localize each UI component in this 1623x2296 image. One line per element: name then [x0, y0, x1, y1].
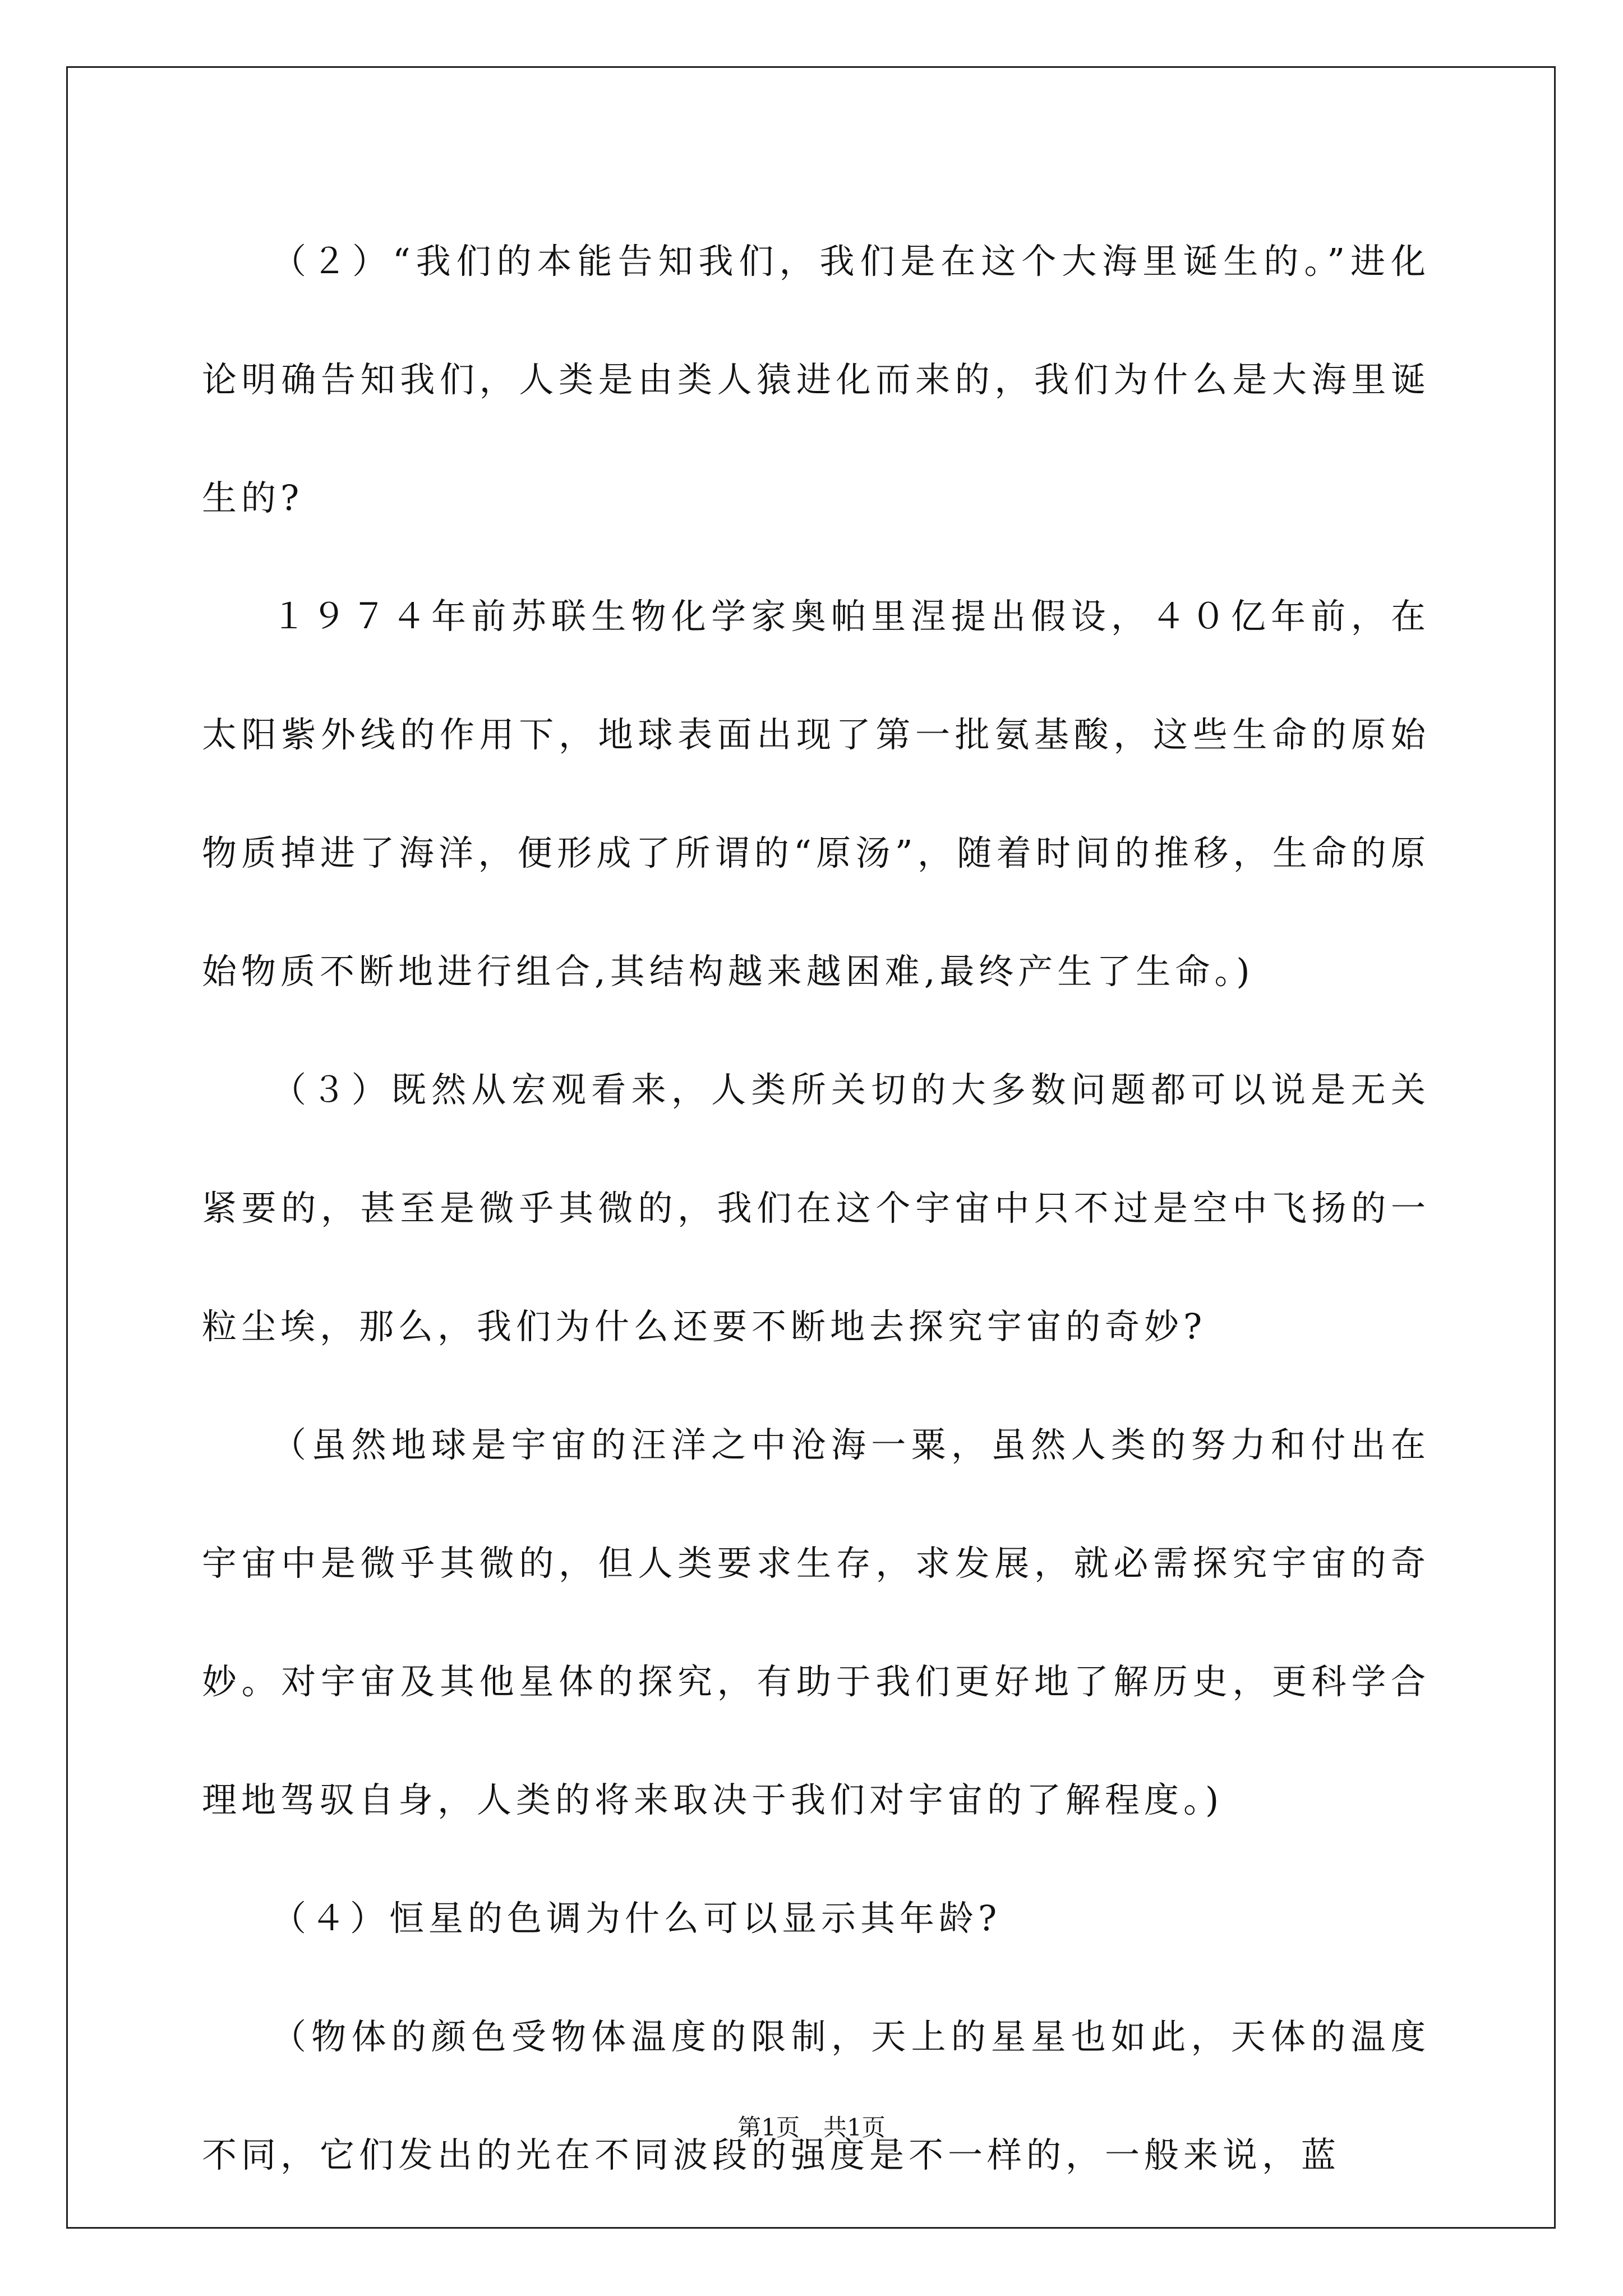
document-body — [202, 202, 1430, 2214]
paragraph-question-3: （３）既然从宏观看来，人类所关切的大多数问题都可以说是无关紧要的，甚至是微乎其微的，我们在这个宇宙中只不过是空中飞扬的一粒尘埃，那么，我们为什么还要不断地去探究宇宙的奇妙? — [202, 1069, 1430, 1347]
paragraph-answer-4: （物体的颜色受物体温度的限制，天上的星星也如此，天体的温度不同，它们发出的光在不同波段的强度是不一样的，一般来说，蓝 — [202, 2016, 1430, 2175]
page-number-footer: 第1页 共1页 — [737, 2114, 886, 2141]
paragraph-answer-3: （虽然地球是宇宙的汪洋之中沧海一粟，虽然人类的努力和付出在宇宙中是微乎其微的，但人类要求生存，求发展，就必需探究宇宙的奇妙。对宇宙及其他星体的探究，有助于我们更好地了解历史，更科学合理地驾驭自身，人类的将来取决于我们对宇宙的了解程度。) — [202, 1424, 1430, 1820]
paragraph-question-2: （２）“我们的本能告知我们，我们是在这个大海里诞生的。”进化论明确告知我们，人类是由类人猿进化而来的，我们为什么是大海里诞生的? — [202, 241, 1430, 518]
paragraph-answer-2: １９７４年前苏联生物化学家奥帕里涅提出假设，４０亿年前，在太阳紫外线的作用下，地球表面出现了第一批氨基酸，这些生命的原始物质掉进了海洋，便形成了所谓的“原汤”，随着时间的推移，生命的原始物质不断地进行组合,其结构越来越困难,最终产生了生命。) — [202, 596, 1430, 992]
paragraph-question-4: （４）恒星的色调为什么可以显示其年龄? — [271, 1898, 1002, 1939]
